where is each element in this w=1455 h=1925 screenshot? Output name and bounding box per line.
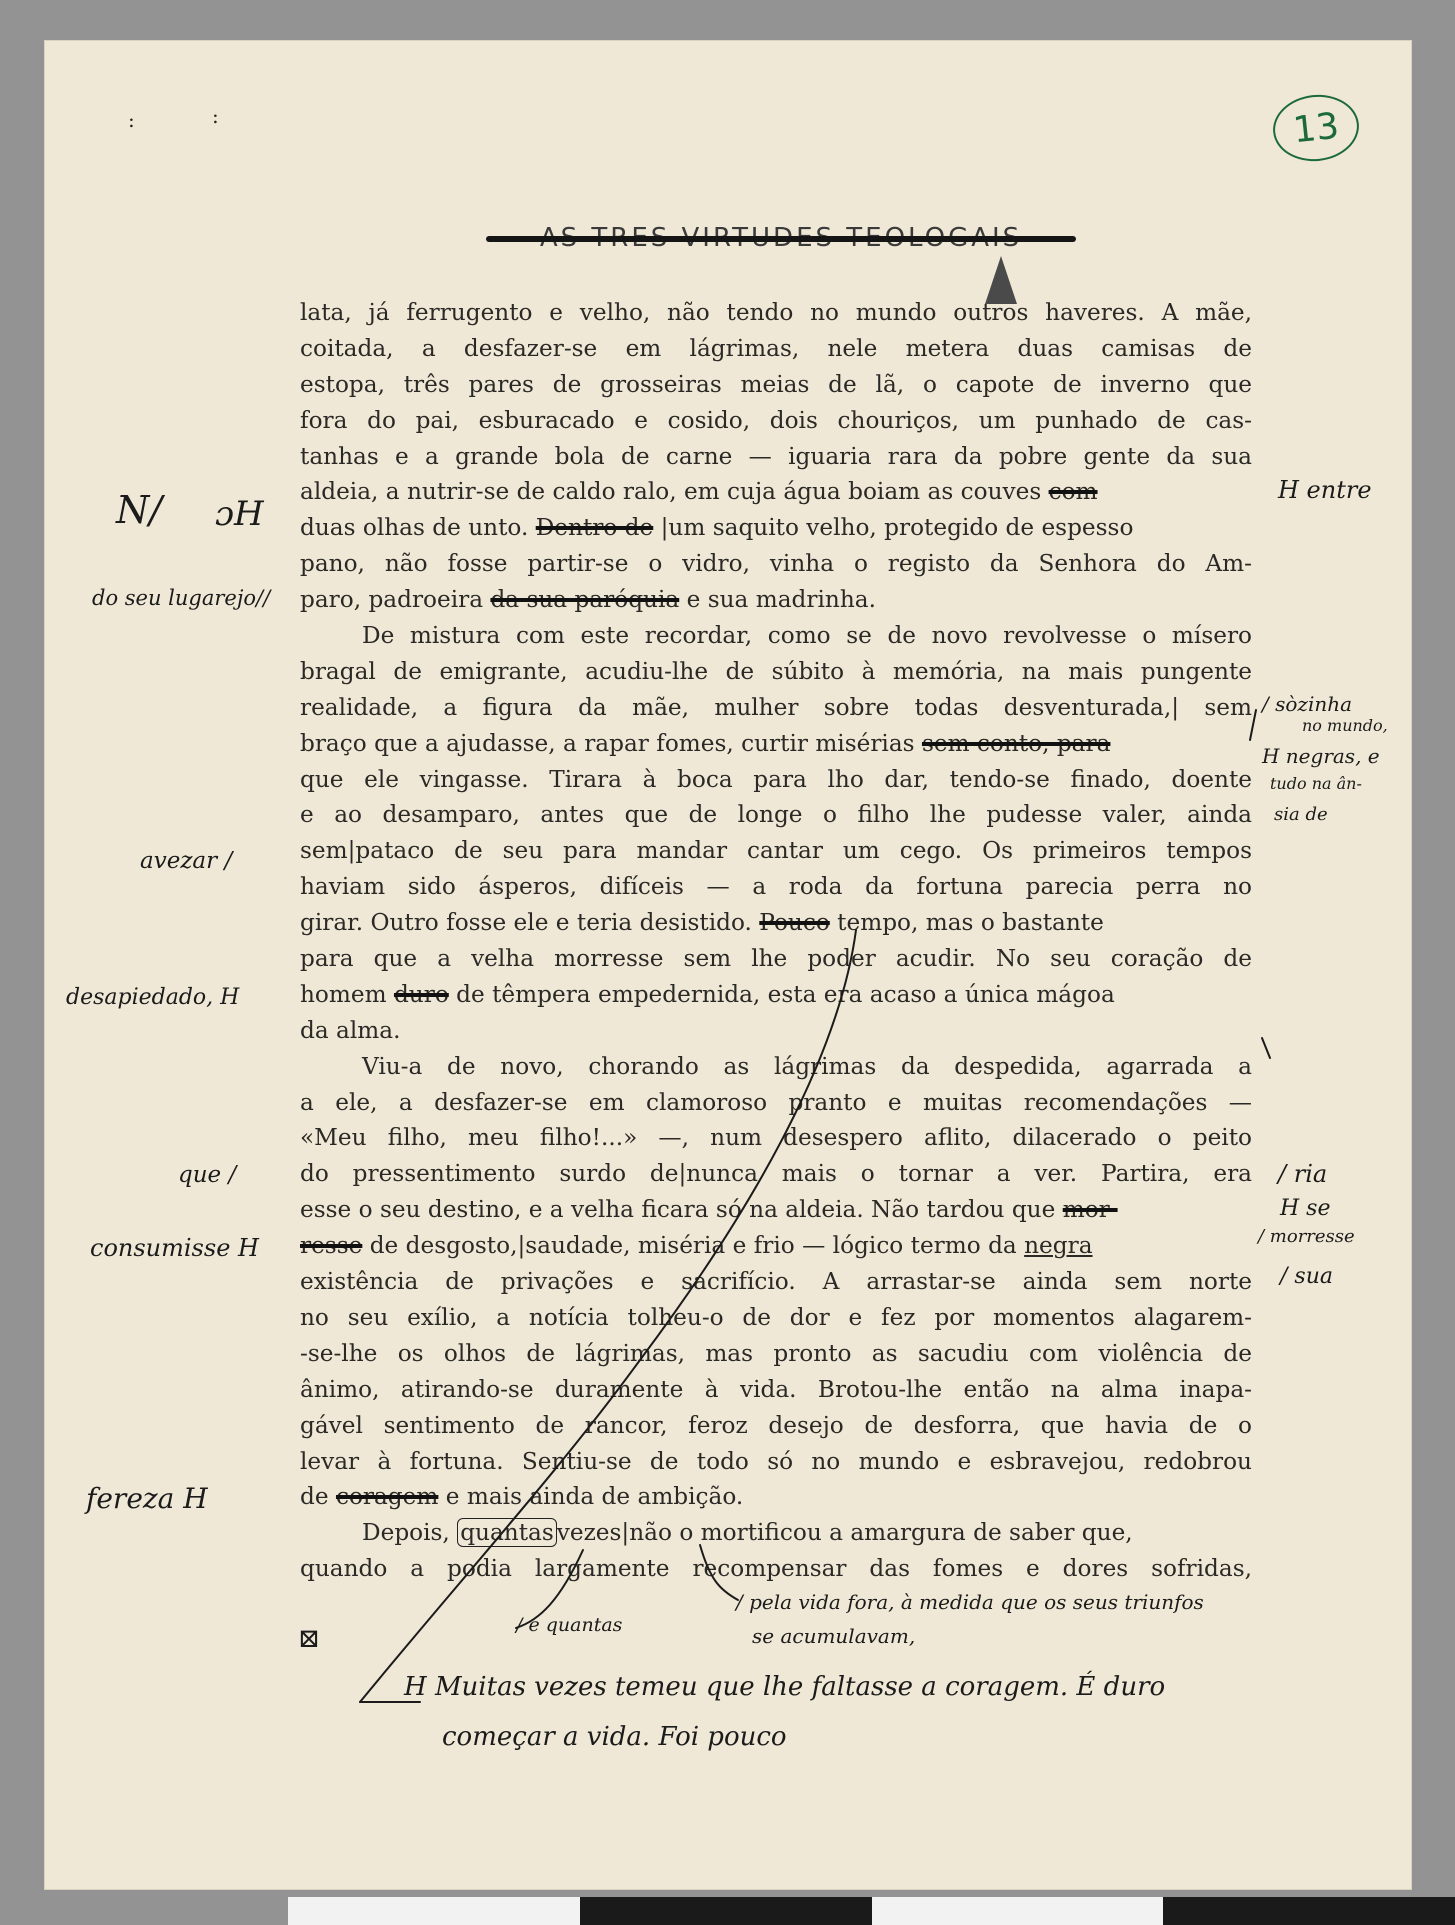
page-number: 13 (1270, 91, 1362, 166)
text-line: quando a podia largamente recompensar das fomes e dores sofridas, (300, 1555, 1252, 1583)
margin-note-left: consumisse H (90, 1234, 259, 1262)
margin-note-right: / ria (1278, 1160, 1328, 1188)
struck-word: da sua paróquia (490, 586, 680, 614)
text-line: ânimo, atirando-se duramente à vida. Brotou-lhe então na alma inapa- (300, 1375, 1252, 1403)
struck-word: duro (393, 980, 449, 1008)
text-line: do pressentimento surdo de|nunca mais o tornar a ver. Partira, era (300, 1160, 1252, 1188)
stray-mark: : (128, 108, 135, 132)
text-line: a ele, a desfazer-se em clamoroso pranto e muitas recomendações — (300, 1088, 1252, 1116)
struck-word: Pouco (759, 909, 830, 937)
text-line: De mistura com este recordar, como se de novo revolvesse o mísero (362, 622, 1252, 650)
text-line: estopa, três pares de grosseiras meias de lã, o capote de inverno que (300, 370, 1252, 398)
margin-note-left: que / (178, 1162, 237, 1188)
bottom-note-mark: ⊠ (298, 1624, 320, 1654)
stray-mark: : (212, 104, 219, 128)
margin-note-left: avezar / (140, 848, 233, 874)
margin-note-left: fereza H (86, 1482, 208, 1515)
struck-word: com (1048, 478, 1098, 506)
text-line: fora do pai, esburacado e cosido, dois chouriços, um punhado de cas- (300, 406, 1252, 434)
margin-note-left: N/ (116, 488, 163, 532)
margin-note-right: H negras, e (1262, 744, 1380, 768)
text-line: aldeia, a nutrir-se de caldo ralo, em cuja água boiam as couves com (300, 478, 1098, 506)
text-line: pano, não fosse partir-se o vidro, vinha o registo da Senhora do Am- (300, 550, 1252, 578)
text-line: duas olhas de unto. Dentro de |um saquito velho, protegido de espesso (300, 514, 1134, 542)
margin-note-right: H se (1280, 1196, 1331, 1221)
struck-word: Dentro de (535, 514, 654, 542)
margin-note-right: / morresse (1258, 1226, 1355, 1247)
margin-note-left: ɔH (215, 494, 264, 534)
text-line: resse de desgosto,|saudade, miséria e frio — lógico termo da negra (300, 1232, 1093, 1260)
text-line: bragal de emigrante, acudiu-lhe de súbito à memória, na mais pungente (300, 657, 1252, 685)
text-line: girar. Outro fosse ele e teria desistido. Pouco tempo, mas o bastante (300, 909, 1104, 937)
text-line: de coragem e mais ainda de ambição. (300, 1483, 744, 1511)
margin-note-right: sia de (1274, 804, 1328, 825)
typed-body-text (300, 295, 1252, 1587)
text-line: «Meu filho, meu filho!...» —, num desespero aflito, dilacerado o peito (300, 1124, 1252, 1152)
margin-note-right: tudo na ân- (1270, 774, 1362, 793)
text-line: sem|pataco de seu para mandar cantar um cego. Os primeiros tempos (300, 837, 1252, 865)
margin-note-left: desapiedado, H (66, 985, 240, 1010)
bottom-note: / e quantas (516, 1614, 623, 1636)
text-line: da alma. (300, 1016, 401, 1044)
text-line: que ele vingasse. Tirara à boca para lho dar, tendo-se finado, doente (300, 765, 1252, 793)
struck-word: sem conto, para (921, 729, 1111, 757)
margin-note-right: H entre (1278, 476, 1372, 504)
struck-word: resse (300, 1232, 363, 1260)
title-strike-bar (486, 236, 1076, 242)
text-line: haviam sido ásperos, difíceis — a roda da fortuna parecia perra no (300, 873, 1252, 901)
margin-note-right: / sòzinha (1262, 692, 1353, 716)
text-line: paro, padroeira da sua paróquia e sua madrinha. (300, 586, 876, 614)
text-line: gável sentimento de rancor, feroz desejo de desforra, que havia de o (300, 1411, 1252, 1439)
margin-note-left: do seu lugarejo// (92, 586, 271, 610)
text-line: realidade, a figura da mãe, mulher sobre todas desventurada,| sem (300, 693, 1252, 721)
margin-note-right: / sua (1280, 1264, 1333, 1289)
bottom-note: H Muitas vezes temeu que lhe faltasse a coragem. É duro (404, 1672, 1166, 1702)
text-line: lata, já ferrugento e velho, não tendo no mundo outros haveres. A mãe, (300, 299, 1252, 326)
scale-bar (288, 1897, 1455, 1925)
text-line: existência de privações e sacrifício. A arrastar-se ainda sem norte (300, 1268, 1252, 1296)
struck-title (492, 216, 1070, 260)
margin-note-right: no mundo, (1302, 716, 1388, 735)
struck-word: mor- (1062, 1196, 1118, 1224)
text-line: coitada, a desfazer-se em lágrimas, nele metera duas camisas de (300, 334, 1252, 362)
bottom-note: / pela vida fora, à medida que os seus triunfos (736, 1590, 1204, 1614)
text-line: no seu exílio, a notícia tolheu-o de dor e fez por momentos alagarem- (300, 1303, 1252, 1331)
text-line: -se-lhe os olhos de lágrimas, mas pronto as sacudiu com violência de (300, 1339, 1252, 1367)
text-line: esse o seu destino, e a velha ficara só na aldeia. Não tardou que mor- (300, 1196, 1118, 1224)
text-line: e ao desamparo, antes que de longe o filho lhe pudesse valer, ainda (300, 801, 1252, 829)
text-line: homem duro de têmpera empedernida, esta era acaso a única mágoa (300, 980, 1115, 1008)
text-line: para que a velha morresse sem lhe poder acudir. No seu coração de (300, 945, 1252, 973)
text-line: Depois, quantas vezes|não o mortificou a amargura de saber que, (362, 1519, 1133, 1547)
text-line: levar à fortuna. Sentiu-se de todo só no mundo e esbravejou, redobrou (300, 1447, 1252, 1475)
text-line: braço que a ajudasse, a rapar fomes, curtir misérias sem conto, para (300, 729, 1111, 757)
bottom-note: se acumulavam, (752, 1624, 916, 1648)
text-line: Viu-a de novo, chorando as lágrimas da despedida, agarrada a (362, 1052, 1252, 1080)
bottom-note: começar a vida. Foi pouco (442, 1722, 787, 1752)
struck-word: coragem (335, 1483, 439, 1511)
text-line: tanhas e a grande bola de carne — iguaria rara da pobre gente da sua (300, 442, 1252, 470)
